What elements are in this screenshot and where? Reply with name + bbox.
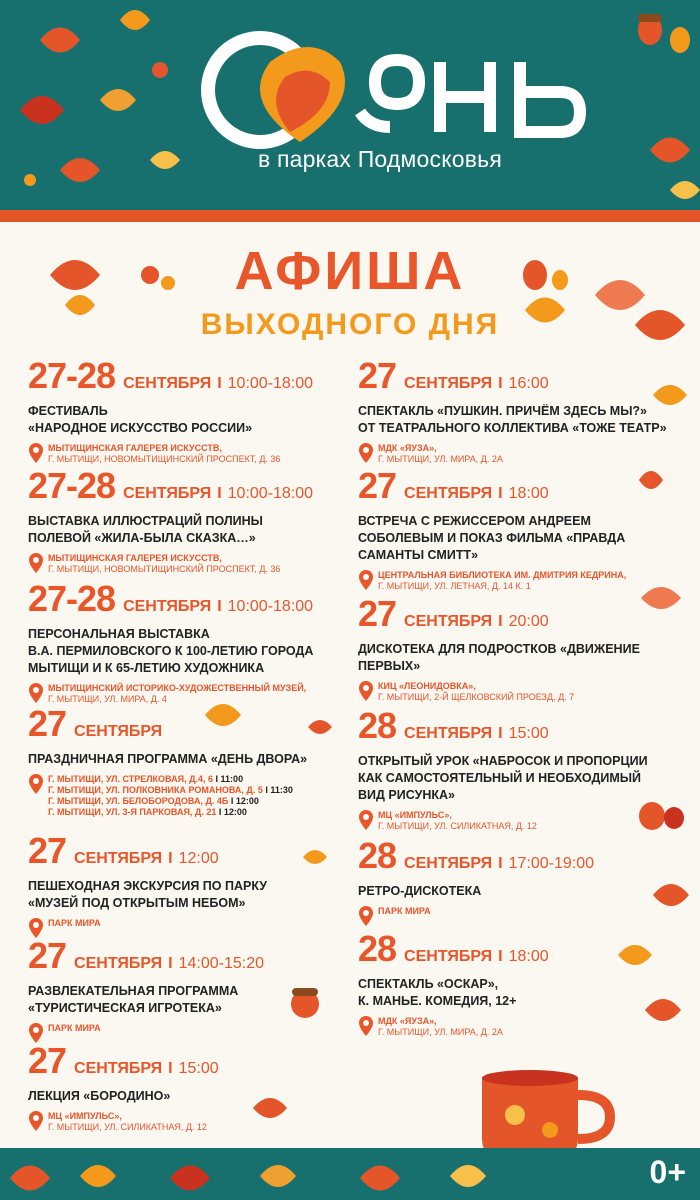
- place-address: Г. МЫТИЩИ, НОВОМЫТИЩИНСКИЙ ПРОСПЕКТ, Д. 36: [48, 454, 281, 464]
- place-name: ПАРК МИРА: [48, 1023, 101, 1033]
- leaf-icon: [40, 245, 120, 335]
- event-title-line: ПЕРСОНАЛЬНАЯ ВЫСТАВКА: [28, 627, 210, 641]
- event-r5: [358, 835, 693, 926]
- event-day: 27-28: [28, 355, 116, 396]
- event-title: [358, 403, 693, 437]
- event-day: 28: [358, 835, 397, 876]
- place-name: МЦ «ИМПУЛЬС»,: [48, 1111, 122, 1121]
- event-title-line: СОБОЛЕВЫМ И ПОКАЗ ФИЛЬМА «ПРАВДА: [358, 531, 626, 545]
- event-title-line: ПОЛЕВОЙ «ЖИЛА-БЫЛА СКАЗКА…»: [28, 531, 256, 545]
- leaf-icon: [305, 712, 335, 742]
- event-sep: I: [217, 375, 222, 392]
- event-title-line: ЛЕКЦИЯ «БОРОДИНО»: [28, 1089, 171, 1103]
- event-place: [358, 906, 693, 926]
- place-address: Г. МЫТИЩИ, УЛ. МИРА, Д. 2А: [378, 1027, 503, 1037]
- location-pin-icon: [358, 570, 374, 590]
- event-month: СЕНТЯБРЯ: [123, 485, 212, 502]
- event-time: 10:00-18:00: [227, 485, 314, 502]
- place-name: МЦ «ИМПУЛЬС»,: [378, 810, 452, 820]
- place-name: МДК «ЯУЗА»,: [378, 1016, 437, 1026]
- event-day: 28: [358, 928, 397, 969]
- event-month: СЕНТЯБРЯ: [404, 485, 493, 502]
- event-time: 10:00-18:00: [227, 598, 314, 615]
- event-title: [28, 513, 363, 547]
- berry-icon: [130, 255, 190, 315]
- event-title-line: ПРАЗДНИЧНАЯ ПРОГРАММА «ДЕНЬ ДВОРА»: [28, 752, 308, 766]
- event-l7: [28, 1040, 363, 1133]
- location-pin-icon: [28, 1111, 44, 1131]
- event-title: [358, 513, 693, 564]
- location-pin-icon: [358, 443, 374, 463]
- event-date: [28, 465, 363, 507]
- event-place: [28, 553, 363, 575]
- place-name: КИЦ «ЛЕОНИДОВКА»,: [378, 681, 476, 691]
- event-title-line: «ТУРИСТИЧЕСКАЯ ИГРОТЕКА»: [28, 1001, 222, 1015]
- event-sep: I: [168, 1060, 173, 1077]
- event-title-line: РАЗВЛЕКАТЕЛЬНАЯ ПРОГРАММА: [28, 984, 239, 998]
- event-time: 16:00: [508, 375, 549, 392]
- event-title-line: ДИСКОТЕКА ДЛЯ ПОДРОСТКОВ «ДВИЖЕНИЕ: [358, 642, 640, 656]
- footer-banner: [0, 1148, 700, 1200]
- event-month: СЕНТЯБРЯ: [123, 598, 212, 615]
- event-title-line: ОТКРЫТЫЙ УРОК «НАБРОСОК И ПРОПОРЦИИ: [358, 754, 648, 768]
- event-date: [28, 578, 363, 620]
- address-row: Г. МЫТИЩИ, УЛ. 3-Я ПАРКОВАЯ, Д. 21 I 12:00: [48, 807, 247, 817]
- address-row: Г. МЫТИЩИ, УЛ. ПОЛКОВНИКА РОМАНОВА, Д. 5 I 11:30: [48, 785, 293, 795]
- event-title-line: ФЕСТИВАЛЬ: [28, 404, 108, 418]
- place-name: ПАРК МИРА: [378, 906, 431, 916]
- event-sep: I: [217, 485, 222, 502]
- event-title-line: К. МАНЬЕ. КОМЕДИЯ, 12+: [358, 994, 517, 1008]
- event-sep: I: [498, 948, 503, 965]
- acorn-icon: [280, 982, 330, 1022]
- event-month: СЕНТЯБРЯ: [74, 1060, 163, 1077]
- leaf-icon: [636, 578, 686, 618]
- event-date: [28, 935, 363, 977]
- location-pin-icon: [28, 683, 44, 703]
- event-month: СЕНТЯБРЯ: [404, 375, 493, 392]
- event-l1: [28, 355, 363, 465]
- event-title: [28, 751, 363, 768]
- leaf-icon: [648, 875, 693, 915]
- event-time: 10:00-18:00: [227, 375, 314, 392]
- event-day: 27: [28, 935, 67, 976]
- event-title-line: РЕТРО-ДИСКОТЕКА: [358, 884, 482, 898]
- event-sep: I: [168, 955, 173, 972]
- place-name: ПАРК МИРА: [48, 918, 101, 928]
- event-month: СЕНТЯБРЯ: [404, 725, 493, 742]
- location-pin-icon: [28, 774, 44, 794]
- event-day: 27-28: [28, 465, 116, 506]
- osen-logo: [200, 22, 670, 152]
- event-sep: I: [217, 598, 222, 615]
- event-month: СЕНТЯБРЯ: [404, 613, 493, 630]
- place-name: ЦЕНТРАЛЬНАЯ БИБЛИОТЕКА ИМ. ДМИТРИЯ КЕДРИНА,: [378, 570, 627, 580]
- acorn-icon: [630, 790, 690, 840]
- leaf-icon: [636, 460, 666, 500]
- event-month: СЕНТЯБРЯ: [74, 723, 163, 740]
- event-date: [28, 1040, 363, 1082]
- event-place: [358, 681, 693, 703]
- event-time: 20:00: [508, 613, 549, 630]
- event-title-line: СПЕКТАКЛЬ «ПУШКИН. ПРИЧЁМ ЗДЕСЬ МЫ?»: [358, 404, 648, 418]
- event-title-line: САМАНТЫ СМИТТ»: [358, 548, 479, 562]
- event-title-line: ВИД РИСУНКА»: [358, 788, 455, 802]
- place-name: МЫТИЩИНСКИЙ ИСТОРИКО-ХУДОЖЕСТВЕННЫЙ МУЗЕЙ,: [48, 683, 307, 693]
- event-time: 12:00: [178, 850, 219, 867]
- place-address: Г. МЫТИЩИ, УЛ. ЛЕТНАЯ, Д. 14 К. 1: [378, 581, 531, 591]
- mug-icon: [470, 1060, 620, 1160]
- event-month: СЕНТЯБРЯ: [123, 375, 212, 392]
- event-title-line: ПЕШЕХОДНАЯ ЭКСКУРСИЯ ПО ПАРКУ: [28, 879, 268, 893]
- event-day: 27: [28, 703, 67, 744]
- event-day: 27: [358, 355, 397, 396]
- event-month: СЕНТЯБРЯ: [404, 948, 493, 965]
- leaf-branch-icon: [585, 265, 695, 365]
- leaf-icon: [640, 990, 685, 1030]
- place-address: Г. МЫТИЩИ, УЛ. СИЛИКАТНАЯ, Д. 12: [378, 821, 537, 831]
- location-pin-icon: [358, 906, 374, 926]
- event-title: [358, 883, 693, 900]
- event-date: [358, 705, 693, 747]
- event-time: 17:00-19:00: [508, 855, 595, 872]
- event-day: 27: [358, 465, 397, 506]
- event-day: 27: [358, 593, 397, 634]
- place-address: Г. МЫТИЩИ, 2-Й ЩЕЛКОВСКИЙ ПРОЕЗД, Д. 7: [378, 692, 575, 702]
- place-address: Г. МЫТИЩИ, УЛ. МИРА, Д. 4: [48, 694, 167, 704]
- leaf-icon: [250, 1090, 290, 1125]
- event-sep: I: [498, 725, 503, 742]
- event-day: 27: [28, 830, 67, 871]
- event-title: [28, 403, 363, 437]
- place-name: МЫТИЩИНСКАЯ ГАЛЕРЕЯ ИСКУССТВ,: [48, 553, 222, 563]
- event-title-line: «МУЗЕЙ ПОД ОТКРЫТЫМ НЕБОМ»: [28, 896, 246, 910]
- leaf-icon: [615, 935, 655, 975]
- event-sep: I: [498, 375, 503, 392]
- acorn-icon: [505, 250, 585, 340]
- autumn-leaves-decoration: [0, 0, 200, 210]
- event-day: 27: [28, 1040, 67, 1081]
- event-day: 28: [358, 705, 397, 746]
- event-sep: I: [498, 855, 503, 872]
- location-pin-icon: [28, 443, 44, 463]
- event-day: 27-28: [28, 578, 116, 619]
- event-title: [28, 878, 363, 912]
- autumn-leaves-decoration: [0, 1148, 700, 1200]
- leaf-icon: [300, 842, 330, 872]
- event-time: 15:00: [508, 725, 549, 742]
- header-subtitle: в парках Подмосковья: [258, 146, 503, 172]
- address-row: Г. МЫТИЩИ, УЛ. БЕЛОБОРОДОВА, Д. 4Б I 12:00: [48, 796, 259, 806]
- event-time: 15:00: [178, 1060, 219, 1077]
- event-l3: [28, 578, 363, 705]
- event-place: [28, 443, 363, 465]
- event-r1: [358, 355, 693, 465]
- event-date: [358, 835, 693, 877]
- event-place: [28, 1111, 363, 1133]
- location-pin-icon: [358, 1016, 374, 1036]
- event-title: [358, 641, 693, 675]
- event-l2: [28, 465, 363, 575]
- place-address: Г. МЫТИЩИ, УЛ. СИЛИКАТНАЯ, Д. 12: [48, 1122, 207, 1132]
- page-title: АФИША: [234, 241, 466, 301]
- event-sep: I: [498, 613, 503, 630]
- location-pin-icon: [28, 553, 44, 573]
- age-rating: 0+: [649, 1154, 686, 1190]
- event-month: СЕНТЯБРЯ: [74, 955, 163, 972]
- address-row: Г. МЫТИЩИ, УЛ. СТРЕЛКОВАЯ, Д.4, 6 I 11:00: [48, 774, 244, 784]
- page-subtitle: ВЫХОДНОГО ДНЯ: [200, 308, 500, 341]
- place-name: МДК «ЯУЗА»,: [378, 443, 437, 453]
- event-sep: I: [168, 850, 173, 867]
- event-title: [28, 626, 363, 677]
- event-title-line: ОТ ТЕАТРАЛЬНОГО КОЛЛЕКТИВА «ТОЖЕ ТЕАТР»: [358, 421, 667, 435]
- event-title-line: МЫТИЩИ И К 65-ЛЕТИЮ ХУДОЖНИКА: [28, 661, 265, 675]
- event-place: [28, 683, 363, 705]
- event-title-line: ПЕРВЫХ»: [358, 659, 421, 673]
- event-title-line: «НАРОДНОЕ ИСКУССТВО РОССИИ»: [28, 421, 253, 435]
- event-date: [28, 355, 363, 397]
- header-stripe: [0, 210, 700, 222]
- event-time: 18:00: [508, 948, 549, 965]
- event-time: 18:00: [508, 485, 549, 502]
- event-title-line: ВЫСТАВКА ИЛЛЮСТРАЦИЙ ПОЛИНЫ: [28, 514, 263, 528]
- location-pin-icon: [358, 681, 374, 701]
- leaf-icon: [200, 695, 245, 735]
- event-sep: I: [498, 485, 503, 502]
- event-title-line: В.А. ПЕРМИЛОВСКОГО К 100-ЛЕТИЮ ГОРОДА: [28, 644, 314, 658]
- event-month: СЕНТЯБРЯ: [74, 850, 163, 867]
- event-date: [358, 355, 693, 397]
- event-title-line: КАК САМОСТОЯТЕЛЬНЫЙ И НЕОБХОДИМЫЙ: [358, 771, 641, 785]
- header-banner: [0, 0, 700, 210]
- event-title-line: ВСТРЕЧА С РЕЖИССЕРОМ АНДРЕЕМ: [358, 514, 591, 528]
- event-month: СЕНТЯБРЯ: [404, 855, 493, 872]
- leaf-icon: [650, 375, 690, 415]
- event-time: 14:00-15:20: [178, 955, 265, 972]
- event-title: [28, 1088, 363, 1105]
- place-address: Г. МЫТИЩИ, НОВОМЫТИЩИНСКИЙ ПРОСПЕКТ, Д. 36: [48, 564, 281, 574]
- place-name: МЫТИЩИНСКАЯ ГАЛЕРЕЯ ИСКУССТВ,: [48, 443, 222, 453]
- event-place: [28, 774, 363, 818]
- event-title-line: СПЕКТАКЛЬ «ОСКАР»,: [358, 977, 499, 991]
- place-address: Г. МЫТИЩИ, УЛ. МИРА, Д. 2А: [378, 454, 503, 464]
- location-pin-icon: [358, 810, 374, 830]
